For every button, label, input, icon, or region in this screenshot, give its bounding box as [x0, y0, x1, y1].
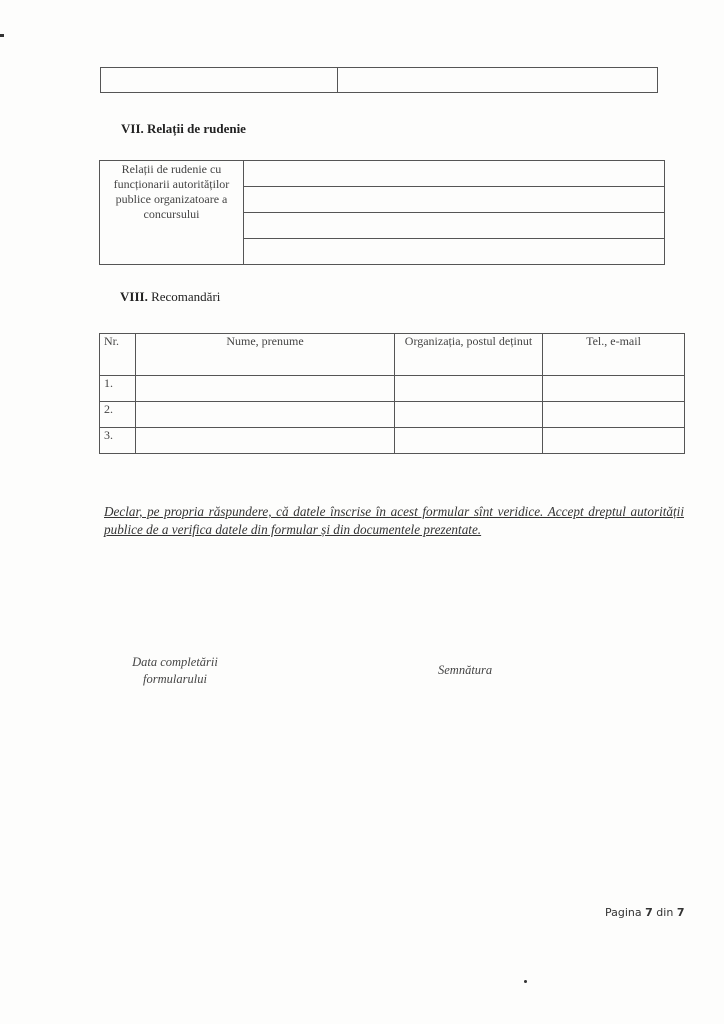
scan-artifact: [0, 34, 4, 37]
row-number: 1.: [100, 376, 136, 402]
name-cell[interactable]: [136, 428, 395, 454]
table-row: [100, 428, 685, 454]
table-row: [100, 402, 685, 428]
header-organization: Organizația, postul deținut: [395, 334, 543, 376]
current-page: 7: [645, 906, 653, 919]
header-name: Nume, prenume: [136, 334, 395, 376]
row-number: 3.: [100, 428, 136, 454]
table-cell[interactable]: [101, 68, 338, 93]
relatives-label: Relații de rudenie cu funcționarii autorităților publice organizatoare a concursului: [100, 161, 244, 265]
header-nr: Nr.: [100, 334, 136, 376]
organization-cell[interactable]: [395, 428, 543, 454]
relatives-entry[interactable]: [244, 213, 665, 239]
table-row: [100, 376, 685, 402]
contact-cell[interactable]: [543, 376, 685, 402]
table-cell[interactable]: [338, 68, 658, 93]
scan-speck: [524, 980, 527, 983]
previous-section-table: [100, 67, 658, 93]
section-number: VIII.: [120, 289, 148, 304]
organization-cell[interactable]: [395, 402, 543, 428]
section-number: VII.: [121, 121, 144, 136]
recommendations-table: [99, 333, 685, 454]
of-word: din: [656, 906, 674, 919]
contact-cell[interactable]: [543, 402, 685, 428]
page-word: Pagina: [605, 906, 642, 919]
total-pages: 7: [676, 906, 685, 919]
signature-label: Semnătura: [438, 663, 493, 677]
section-8-heading: [120, 289, 220, 305]
relatives-entry[interactable]: [244, 187, 665, 213]
name-cell[interactable]: [136, 402, 395, 428]
header-contact: Tel., e-mail: [543, 334, 685, 376]
organization-cell[interactable]: [395, 376, 543, 402]
contact-cell[interactable]: [543, 428, 685, 454]
section-title: Recomandări: [151, 289, 221, 304]
page-number: [605, 906, 684, 919]
relatives-entry[interactable]: [244, 161, 665, 187]
section-7-heading: [121, 121, 246, 137]
relatives-entry[interactable]: [244, 239, 665, 265]
date-label: Data completării formularului: [132, 655, 218, 686]
section-title: Relații de rudenie: [147, 121, 246, 136]
name-cell[interactable]: [136, 376, 395, 402]
relatives-table: [99, 160, 665, 265]
declaration-text: Declar, pe propria răspundere, că datele înscrise în acest formular sînt veridice. Accept dreptul autorității publice de a verifica datele din formular și din documentele prezentate.: [104, 504, 684, 537]
row-number: 2.: [100, 402, 136, 428]
